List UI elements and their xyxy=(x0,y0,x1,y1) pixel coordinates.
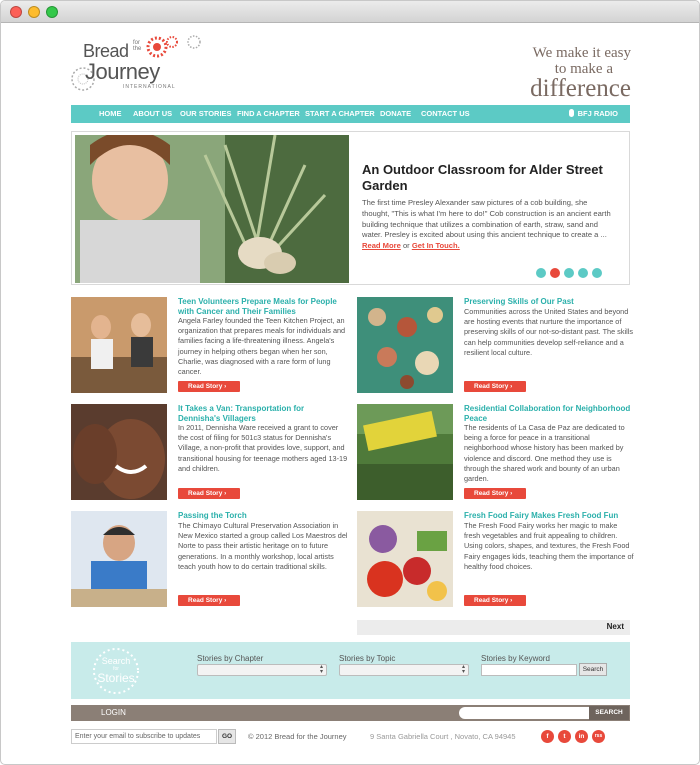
twitter-icon[interactable]: t xyxy=(558,730,571,743)
facebook-icon[interactable]: f xyxy=(541,730,554,743)
nav-about-us[interactable]: ABOUT US xyxy=(133,109,173,118)
story-summary: The residents of La Casa de Paz are dedicated to being a force for peace in a transitional neighborhood whose history has been marked by violence and discord. One method they use is through the shared work and bounty of an urban garden. xyxy=(464,423,625,484)
keyword-search-button[interactable]: Search xyxy=(579,663,607,676)
story-card xyxy=(71,511,348,607)
carousel-dot-4[interactable] xyxy=(578,268,588,278)
tagline-line-1: We make it easy xyxy=(532,45,631,61)
mother-and-child-photo xyxy=(71,404,167,500)
featured-story-photo xyxy=(75,135,349,283)
story-card xyxy=(357,404,631,500)
select-arrows-icon: ▴ ▾ xyxy=(319,664,323,675)
read-more-link[interactable]: Read More xyxy=(362,241,401,251)
story-card xyxy=(357,511,634,607)
close-window-button[interactable] xyxy=(10,6,22,18)
story-title[interactable]: Teen Volunteers Prepare Meals for People with Cancer and Their Families xyxy=(178,297,337,316)
story-summary: The Fresh Food Fairy works her magic to make fresh vegetables and fruit appealing to children. Using colors, shapes, and textures, the Fresh Food Fairy engages kids, teaching them the importance of healthy food choices. xyxy=(464,521,634,571)
logo-word-bread: Bread xyxy=(83,41,129,61)
carousel-dot-5[interactable] xyxy=(592,268,602,278)
subscribe-email-input[interactable]: Enter your email to subscribe to updates xyxy=(71,729,217,744)
story-title[interactable]: Passing the Torch xyxy=(178,511,247,520)
story-summary: The Chimayo Cultural Preservation Association in New Mexico started a group called Los Maestros del Norte to pass their artistic heritage on to future generations. In a monthly workshop, local artists teach youth how to do certain traditional skills. xyxy=(178,521,348,571)
badge-word-stories: Stories xyxy=(97,671,135,685)
zoom-window-button[interactable] xyxy=(46,6,58,18)
chapter-select[interactable] xyxy=(197,664,327,676)
logo-word-for-the: for the xyxy=(133,40,142,52)
story-title[interactable]: It Takes a Van: Transportation for Dennisha's Villagers xyxy=(178,404,305,423)
badge-word-search: Search xyxy=(101,656,131,666)
read-story-button[interactable]: Read Story › xyxy=(178,595,240,606)
story-title[interactable]: Fresh Food Fairy Makes Fresh Food Fun xyxy=(464,511,619,520)
carrots-garden-sign-photo xyxy=(357,404,453,500)
window-titlebar xyxy=(1,1,699,23)
tagline-line-2: to make a xyxy=(554,61,613,77)
linkedin-icon[interactable]: in xyxy=(575,730,588,743)
logo-word-journey: Journey xyxy=(85,59,160,84)
story-search-panel xyxy=(71,642,630,699)
preserving-skills-photo xyxy=(357,297,453,393)
story-summary: In 2011, Dennisha Ware received a grant to cover the cost of filing for 501c3 status for Dennisha's Village, a non-profit that provides love, support, and transitional housing for teenage mothers aged 13-19 and children. xyxy=(178,423,348,473)
story-summary: Angela Farley founded the Teen Kitchen Project, an organization that prepares meals for individuals and families facing a life-threatening illness. Angela's journey in helping others began when her son, Charlie, was diagnosed with a rare form of lung cancer. xyxy=(178,316,346,377)
minimize-window-button[interactable] xyxy=(28,6,40,18)
read-story-button[interactable]: Read Story › xyxy=(464,381,526,392)
rss-icon[interactable]: rss xyxy=(592,730,605,743)
nav-find-a-chapter[interactable]: FIND A CHAPTER xyxy=(237,109,300,118)
login-link[interactable]: LOGIN xyxy=(101,708,126,717)
read-story-button[interactable]: Read Story › xyxy=(464,595,526,606)
read-story-button[interactable]: Read Story › xyxy=(178,488,240,499)
nav-bfj-radio[interactable] xyxy=(569,105,618,123)
keyword-input[interactable] xyxy=(481,664,577,676)
story-card xyxy=(71,297,345,393)
girl-with-garlic-photo xyxy=(75,135,349,283)
chapter-filter-label: Stories by Chapter xyxy=(197,654,264,663)
nav-start-a-chapter[interactable]: START A CHAPTER xyxy=(305,109,375,118)
subscribe-go-button[interactable]: GO xyxy=(218,729,236,744)
nav-contact-us[interactable]: CONTACT US xyxy=(421,109,470,118)
featured-story-summary xyxy=(362,198,612,252)
carousel-dot-1[interactable] xyxy=(536,268,546,278)
copyright-text: © 2012 Bread for the Journey xyxy=(248,732,347,741)
featured-story-or: or xyxy=(400,241,412,251)
fresh-vegetables-photo xyxy=(357,511,453,607)
address-text: 9 Santa Gabriella Court , Novato, CA 94945 xyxy=(370,732,516,741)
nav-donate[interactable]: DONATE xyxy=(380,109,412,118)
teen-kitchen-photo xyxy=(71,297,167,393)
story-card xyxy=(71,404,348,500)
carousel-dot-3[interactable] xyxy=(564,268,574,278)
site-search-input[interactable] xyxy=(459,707,589,719)
logo-word-international: INTERNATIONAL xyxy=(123,84,176,90)
carousel-dot-2[interactable] xyxy=(550,268,560,278)
search-for-stories-badge xyxy=(91,646,141,696)
read-story-button[interactable]: Read Story › xyxy=(178,381,240,392)
badge-burst-icon xyxy=(91,646,141,696)
pagination-bar xyxy=(357,620,630,635)
carousel-pager xyxy=(536,268,606,278)
topic-filter-label: Stories by Topic xyxy=(339,654,396,663)
nav-radio-label: BFJ RADIO xyxy=(577,109,618,118)
featured-story-body: The first time Presley Alexander saw pictures of a cob building, she thought, "This is what I'm here to do!" Cob construction is an ancient earth building technique that utilizes a combination of earth, straw, sand and water. Presley is excited about using this ancient technique to create a ... xyxy=(362,198,611,240)
story-card xyxy=(357,297,631,393)
story-title[interactable]: Preserving Skills of Our Past xyxy=(464,297,574,306)
read-story-button[interactable]: Read Story › xyxy=(464,488,526,499)
youth-workshop-photo xyxy=(71,511,167,607)
topic-select[interactable] xyxy=(339,664,469,676)
featured-story-title[interactable]: An Outdoor Classroom for Alder Street Garden xyxy=(362,162,603,193)
microphone-icon xyxy=(569,109,574,117)
story-title[interactable]: Residential Collaboration for Neighborhood Peace xyxy=(464,404,631,423)
select-arrows-icon: ▴ ▾ xyxy=(461,664,465,675)
site-logo[interactable] xyxy=(69,35,219,95)
next-page-link[interactable]: Next xyxy=(606,622,624,631)
nav-our-stories[interactable]: OUR STORIES xyxy=(180,109,232,118)
site-tagline xyxy=(530,45,631,101)
keyword-filter-label: Stories by Keyword xyxy=(481,654,550,663)
get-in-touch-link[interactable]: Get In Touch. xyxy=(411,241,460,251)
tagline-line-3: difference xyxy=(530,75,631,102)
main-navigation xyxy=(71,105,630,123)
badge-word-for: for xyxy=(113,666,119,672)
site-search-button[interactable]: SEARCH xyxy=(589,706,629,720)
featured-story xyxy=(71,131,630,285)
login-bar xyxy=(71,705,630,721)
nav-home[interactable]: HOME xyxy=(99,109,122,118)
story-summary: Communities across the United States and beyond are hosting events that nurture the importance of preserving skills of our not-so-distant past. The skills can help communities develop self-reliance and a resilient local culture. xyxy=(464,307,633,357)
